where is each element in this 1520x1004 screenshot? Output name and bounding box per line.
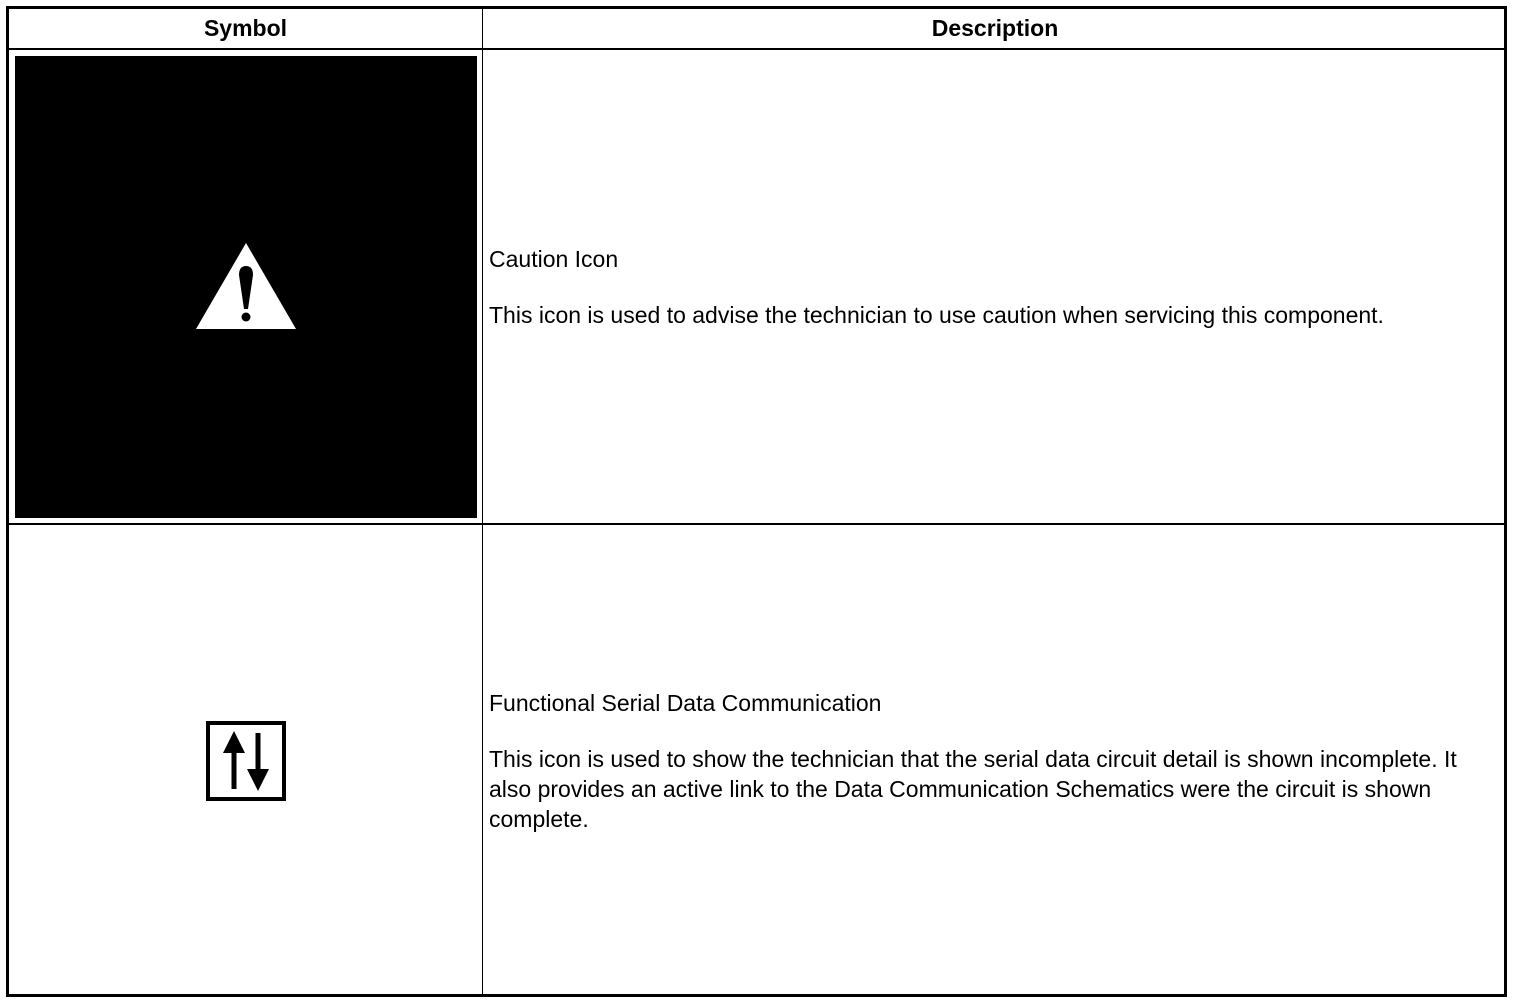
serial-data-arrows-icon [206, 721, 286, 801]
row-description: This icon is used to show the technician that the serial data circuit detail is shown incomplete. It also provides an active link to the Data Communication Schematics were the circuit is shown complete. [489, 746, 1457, 832]
description-cell-caution [489, 50, 1501, 523]
caution-icon [196, 243, 296, 331]
row-description: This icon is used to advise the technician to use caution when servicing this component. [489, 301, 1384, 328]
row-title: Functional Serial Data Communication [489, 690, 882, 716]
symbol-cell-serial-data [9, 525, 482, 997]
row-title: Caution Icon [489, 245, 619, 272]
description-cell-serial-data [489, 525, 1501, 997]
description-column-header: Description [931, 15, 1059, 41]
symbol-cell-caution [9, 50, 482, 523]
caution-icon-background [15, 56, 477, 518]
symbol-column-header: Symbol [203, 15, 288, 41]
symbol-table [6, 6, 1507, 997]
column-divider [482, 9, 483, 994]
